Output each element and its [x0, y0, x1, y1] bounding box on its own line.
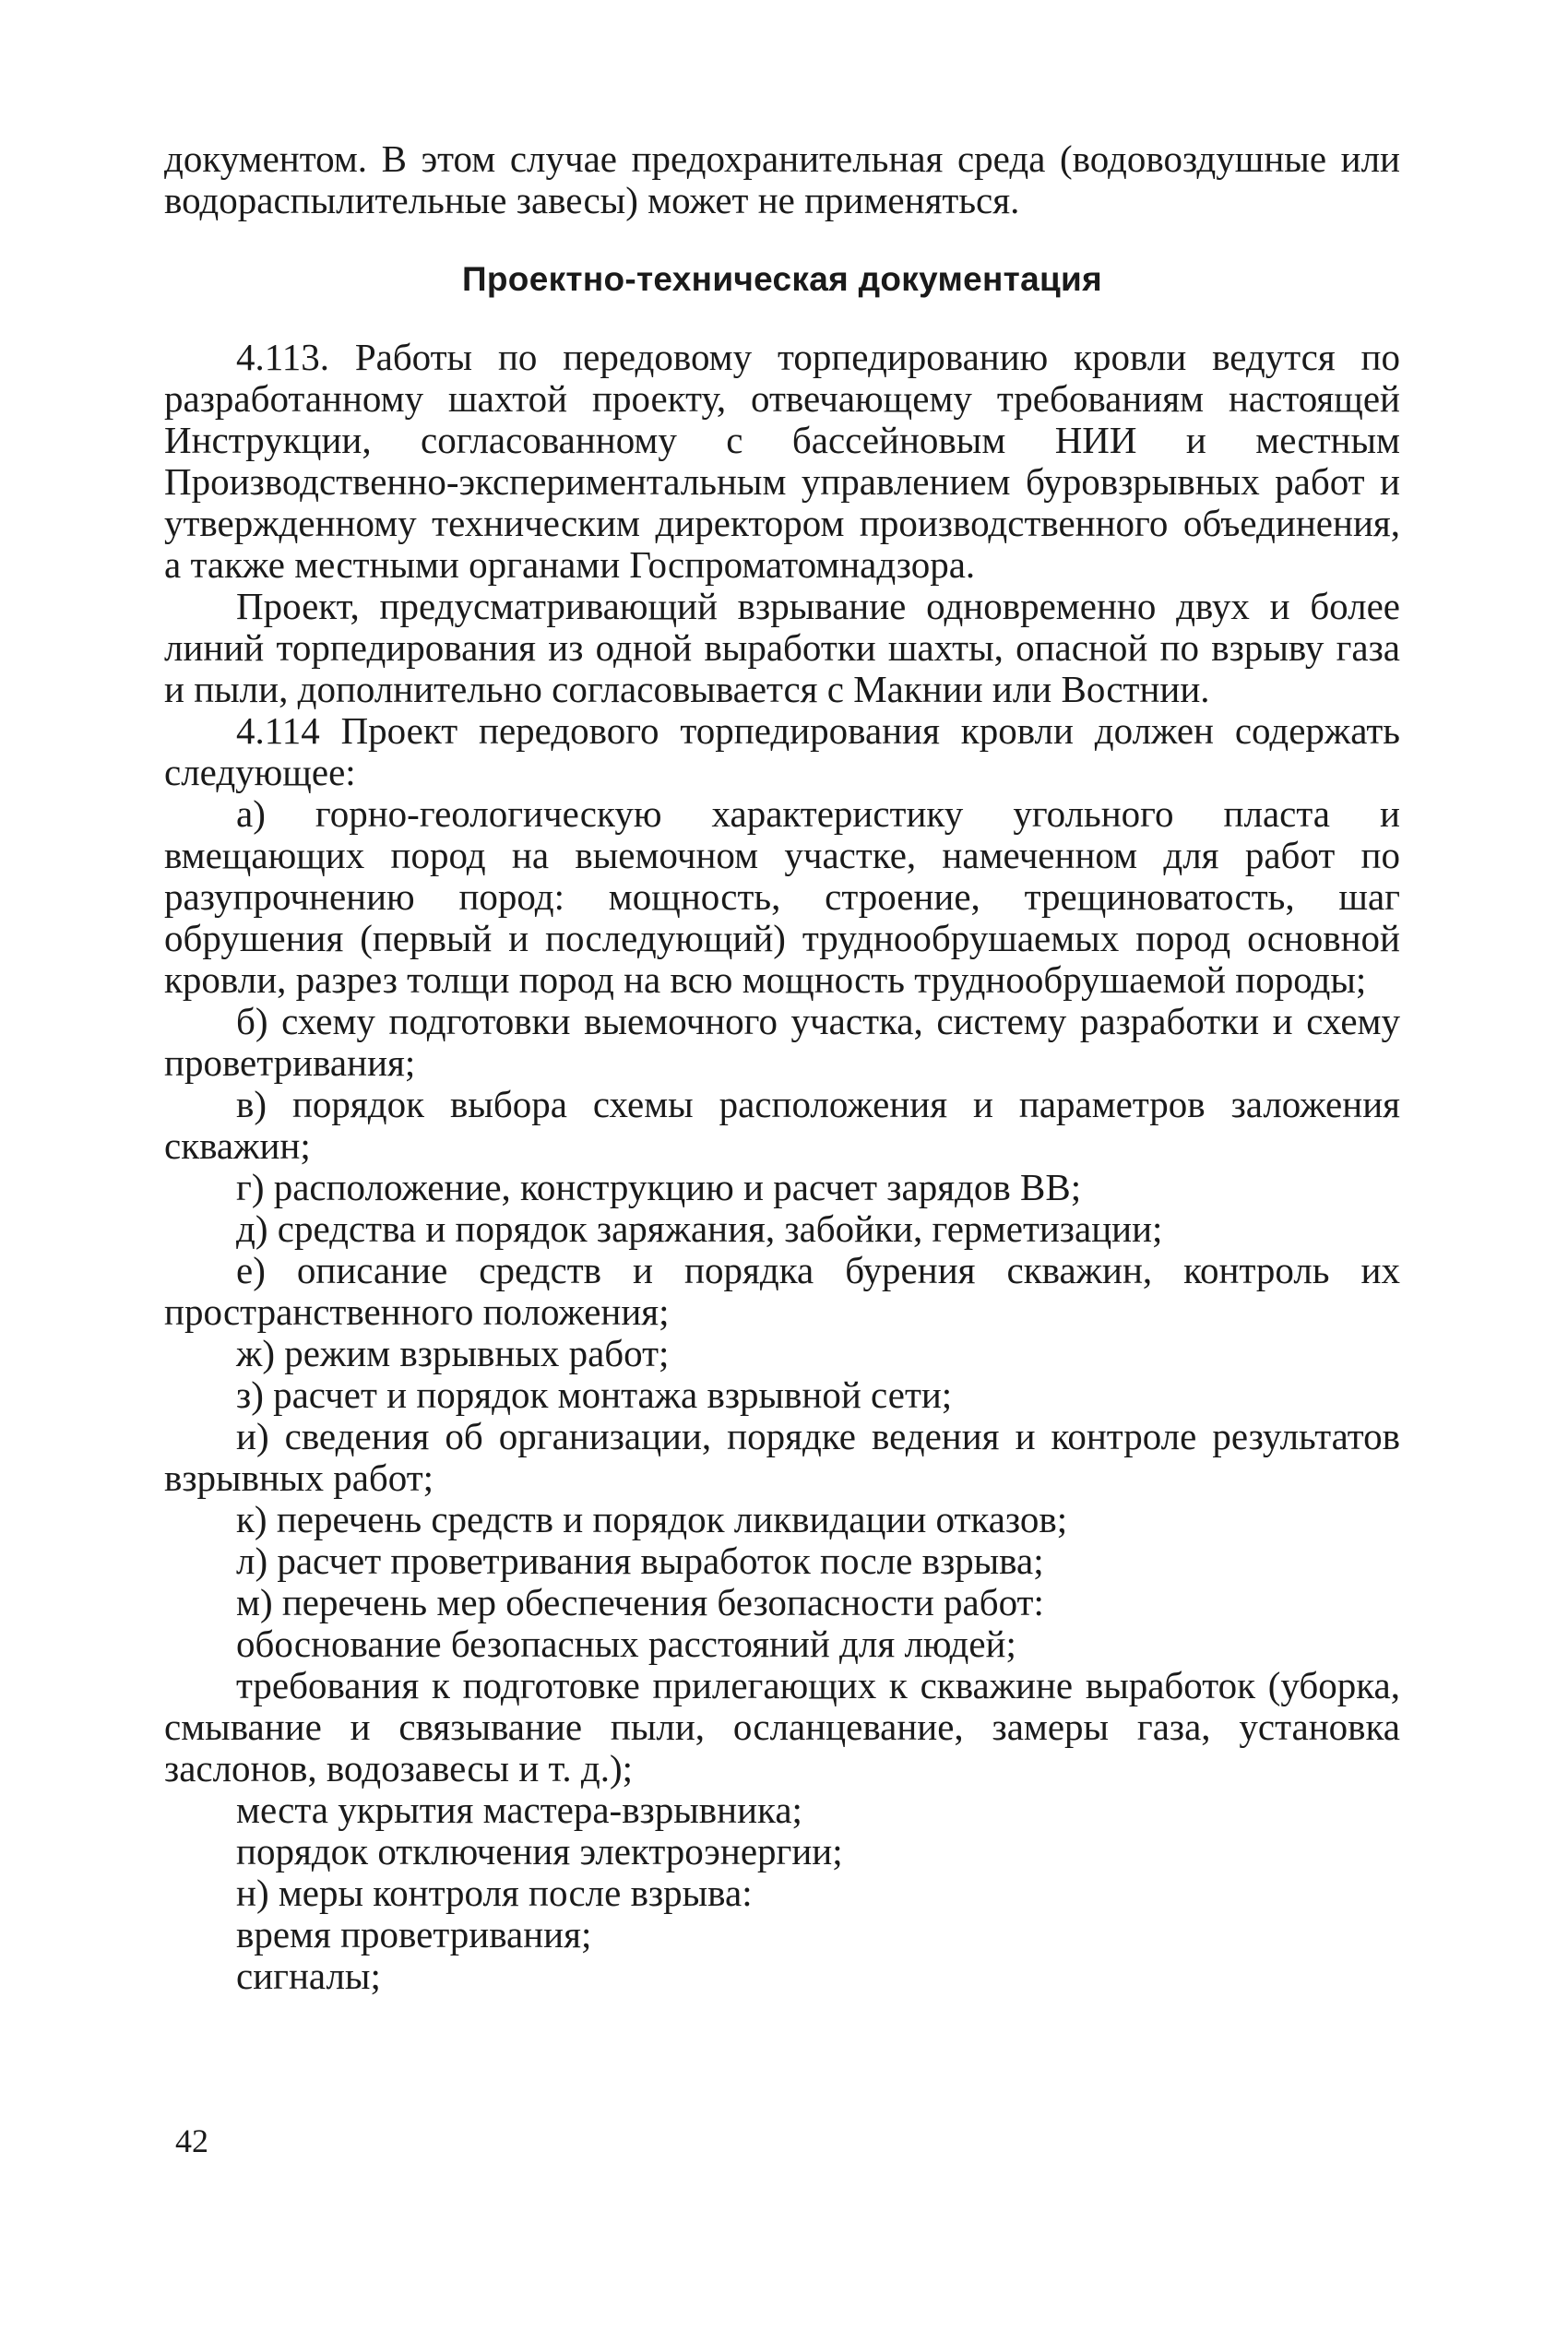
list-item-k: к) перечень средств и порядок ликвидации отказов; — [236, 1498, 1068, 1540]
list-item-g: г) расположение, конструкцию и расчет зарядов ВВ; — [236, 1166, 1082, 1208]
list-subitem-ventilation-time: время проветривания; — [236, 1913, 592, 1956]
paragraph-4-113: 4.113. Работы по передовому торпедированию кровли ведутся по разработанному шахтой проекту, отвечающему требованиям настоящей Инструкции, согласованному с бассейновым НИИ и местным Производственно-экспериментальным управлением буровзрывных работ и утвержденному техническим директором производственного объединения, а также местными органами Госпроматомнадзора. — [164, 336, 1400, 586]
list-subitem-shelter: места укрытия мастера-взрывника; — [236, 1789, 802, 1831]
list-subitem-signals: сигналы; — [236, 1955, 381, 1997]
list-item-z: з) расчет и порядок монтажа взрывной сети; — [236, 1373, 953, 1416]
list-item-e: е) описание средств и порядка бурения скважин, контроль их пространственного положения; — [164, 1249, 1400, 1333]
list-item-n: н) меры контроля после взрыва: — [236, 1872, 753, 1914]
list-item-zh: ж) режим взрывных работ; — [236, 1332, 670, 1374]
intro-paragraph: документом. В этом случае предохранительная среда (водовоздушные или водораспылительные завесы) может не применяться. — [164, 137, 1400, 221]
list-subitem-distances: обоснование безопасных расстояний для людей; — [236, 1623, 1016, 1665]
list-subitem-power-off: порядок отключения электроэнергии; — [236, 1830, 843, 1872]
list-item-b: б) схему подготовки выемочного участка, систему разработки и схему проветривания; — [164, 1000, 1400, 1084]
list-subitem-requirements: требования к подготовке прилегающих к скважине выработок (уборка, смывание и связывание пыли, осланцевание, замеры газа, установка заслонов, водозавесы и т. д.); — [164, 1664, 1400, 1789]
page-number: 42 — [175, 2122, 208, 2159]
list-item-m: м) перечень мер обеспечения безопасности работ: — [236, 1581, 1044, 1623]
list-item-d: д) средства и порядок заряжания, забойки, герметизации; — [236, 1207, 1163, 1250]
list-item-v: в) порядок выбора схемы расположения и параметров заложения скважин; — [164, 1083, 1400, 1167]
paragraph-4-114: 4.114 Проект передового торпедирования кровли должен содержать следующее: — [164, 709, 1400, 793]
section-heading: Проектно-техническая документация — [462, 260, 1102, 298]
list-item-a: а) горно-геологическую характеристику угольного пласта и вмещающих пород на выемочном участке, намеченном для работ по разупрочнению пород: мощность, строение, трещиноватость, шаг обрушения (первый и последующий) труднообрушаемых пород основной кровли, разрез толщи пород на всю мощность труднообрушаемой породы; — [164, 792, 1400, 1001]
list-item-l: л) расчет проветривания выработок после взрыва; — [236, 1540, 1044, 1582]
list-item-i: и) сведения об организации, порядке ведения и контроле результатов взрывных работ; — [164, 1415, 1400, 1499]
document-page — [164, 138, 1400, 1997]
paragraph-project: Проект, предусматривающий взрывание одновременно двух и более линий торпедирования из одной выработки шахты, опасной по взрыву газа и пыли, дополнительно согласовывается с Макнии или Востнии. — [164, 585, 1400, 710]
